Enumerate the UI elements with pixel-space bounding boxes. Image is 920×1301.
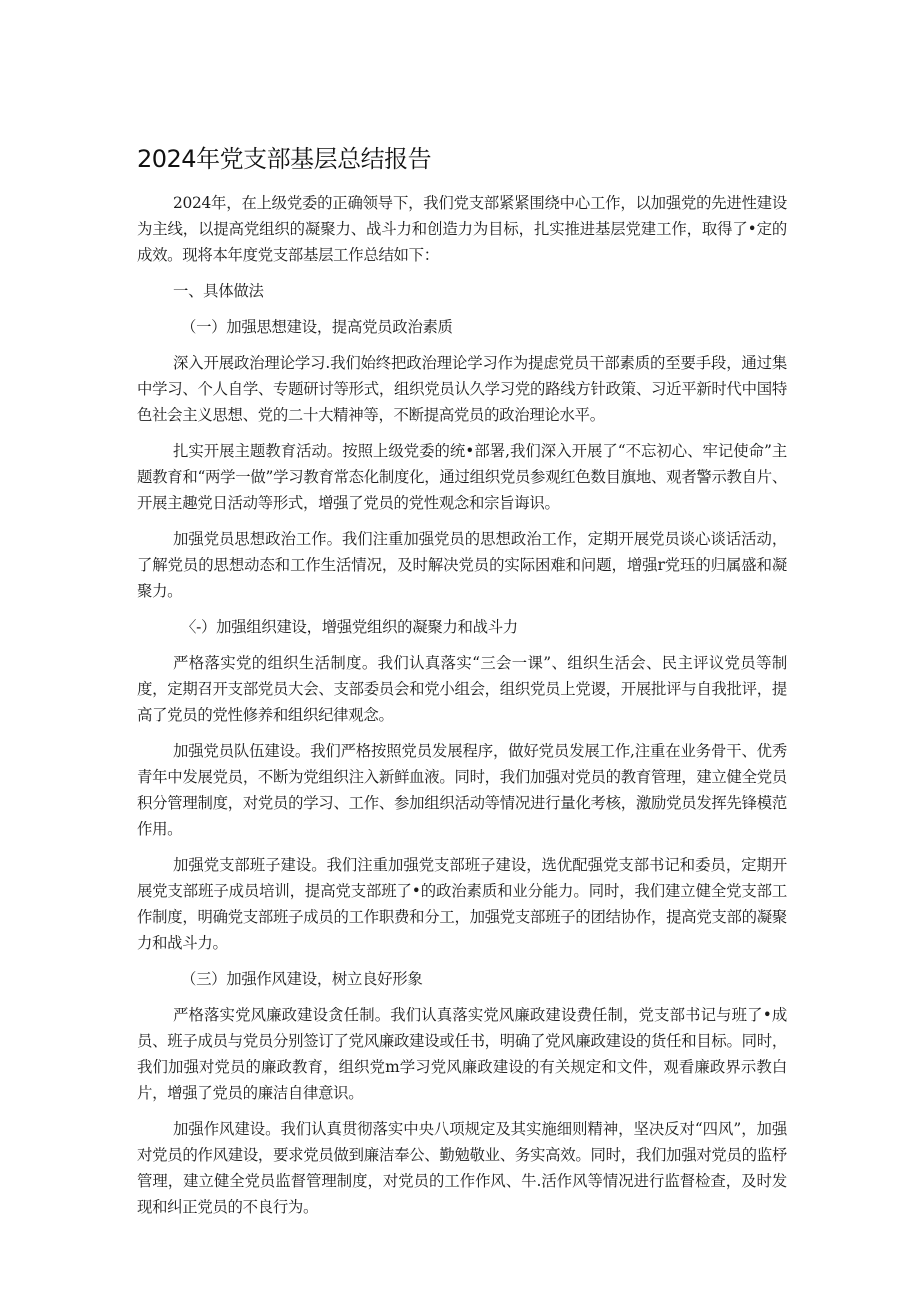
document-body [137,190,787,1230]
subsection-heading-ideology: （一）加强思想建设，提高党员政治素质 [181,318,453,336]
subsection-heading-organization: 〈-）加强组织建设，增强党组织的凝聚力和战斗力 [181,618,518,636]
subsection-heading-conduct: （三）加强作风建设，树立良好形象 [181,970,423,988]
paragraph-work-style: 加强作风建设。我们认真贯彻落实中央八项规定及其实施细则精神，坚决反对“四风”，加强对党员的作风建设，要求党员做到廉洁奉公、勤勉敬业、务实高效。同时，我们加强对党员的监杼管理，建立健全党员监督管理制度，对党员的工作作风、牛.活作风等情况进行监督检查，及时发现和纠正党员的不良行为。 [137,1120,787,1216]
paragraph-organization-life: 严格落实党的组织生活制度。我们认真落实“三会一课”、组织生活会、民主评议党员等制度，定期召开支部党员大会、支部委员会和党小组会，组织党员上党谡，开展批评与自我批评，提高了党员的党性修养和组织纪律观念。 [137,654,787,724]
document-title: 2024年党支部基层总结报告 [137,145,432,173]
paragraph-branch-leadership: 加强党支部班子建设。我们注重加强党支部班子建设，选优配强党支部书记和委员，定期开展党支部班子成员培训，提高党支部班了•的政治素质和业分能力。同时，我们建立健全党支部工作制度，明确党支部班子成员的工作职费和分工，加强党支部班子的团结协作，提高党支部的凝聚力和战斗力。 [137,856,787,952]
paragraph-political-work: 加强党员思想政治工作。我们注重加强党员的思想政治工作，定期开展党员谈心谈话活动，了解党员的思想动态和工作生活情况，及时解决党员的实际困难和问题，增强r党珏的归属盛和凝聚力。 [137,530,787,600]
paragraph-member-team: 加强党员队伍建设。我们严格按照党员发展程序，做好党员发展工作,注重在业务骨干、优秀青年中发展党员，不断为党组织注入新鲜血液。同时，我们加强对党员的教育管理，建立健全党员积分管理制度，对党员的学习、工作、参加组织活动等情况进行量化考核，激励党员发挥先锋模范作用。 [137,742,787,838]
paragraph-theory-study: 深入开展政治理论学习.我们始终把政治理论学习作为提虑党员干部素质的至要手段，通过集中学习、个人自学、专题研讨等形式，组织党员认久学习党的路线方针政策、习近平新时代中国特色社会主义思想、党的二十大精神等，不断提高党员的政治理论水平。 [137,354,787,424]
section-heading-practices: 一、具体做法 [173,282,264,300]
paragraph-theme-education: 扎实开展主题教育活动。按照上级党委的统•部署,我们深入开展了“不忘初心、牢记使命”主题教育和“两学一做”学习教育常态化制度化，通过组织党员参观红色数目旗地、观者警示教自片、开展主趣党日活动等形式，增强了党员的党性观念和宗旨诲识。 [137,442,787,512]
intro-paragraph: 2024年，在上级党委的正确领导下，我们党支部紧紧围绕中心工作，以加强党的先进性建设为主线，以提高党组织的凝聚力、战斗力和创造力为目标，扎实推进基层党建工作，取得了•定的成效。现将本年度党支部基层工作总结如下： [137,194,787,264]
paragraph-clean-government: 严格落实党风廉政建设贪任制。我们认真落实党风廉政建设费任制，党支部书记与班了•成员、班子成员与党员分别签订了党风廉政建设或任书，明确了党风廉政建设的货任和目标。同时，我们加强对党员的廉政教育，组织党m学习党风廉政建设的有关规定和文件，观看廉政界示教白片，增强了党员的廉洁自律意识。 [137,1006,787,1102]
